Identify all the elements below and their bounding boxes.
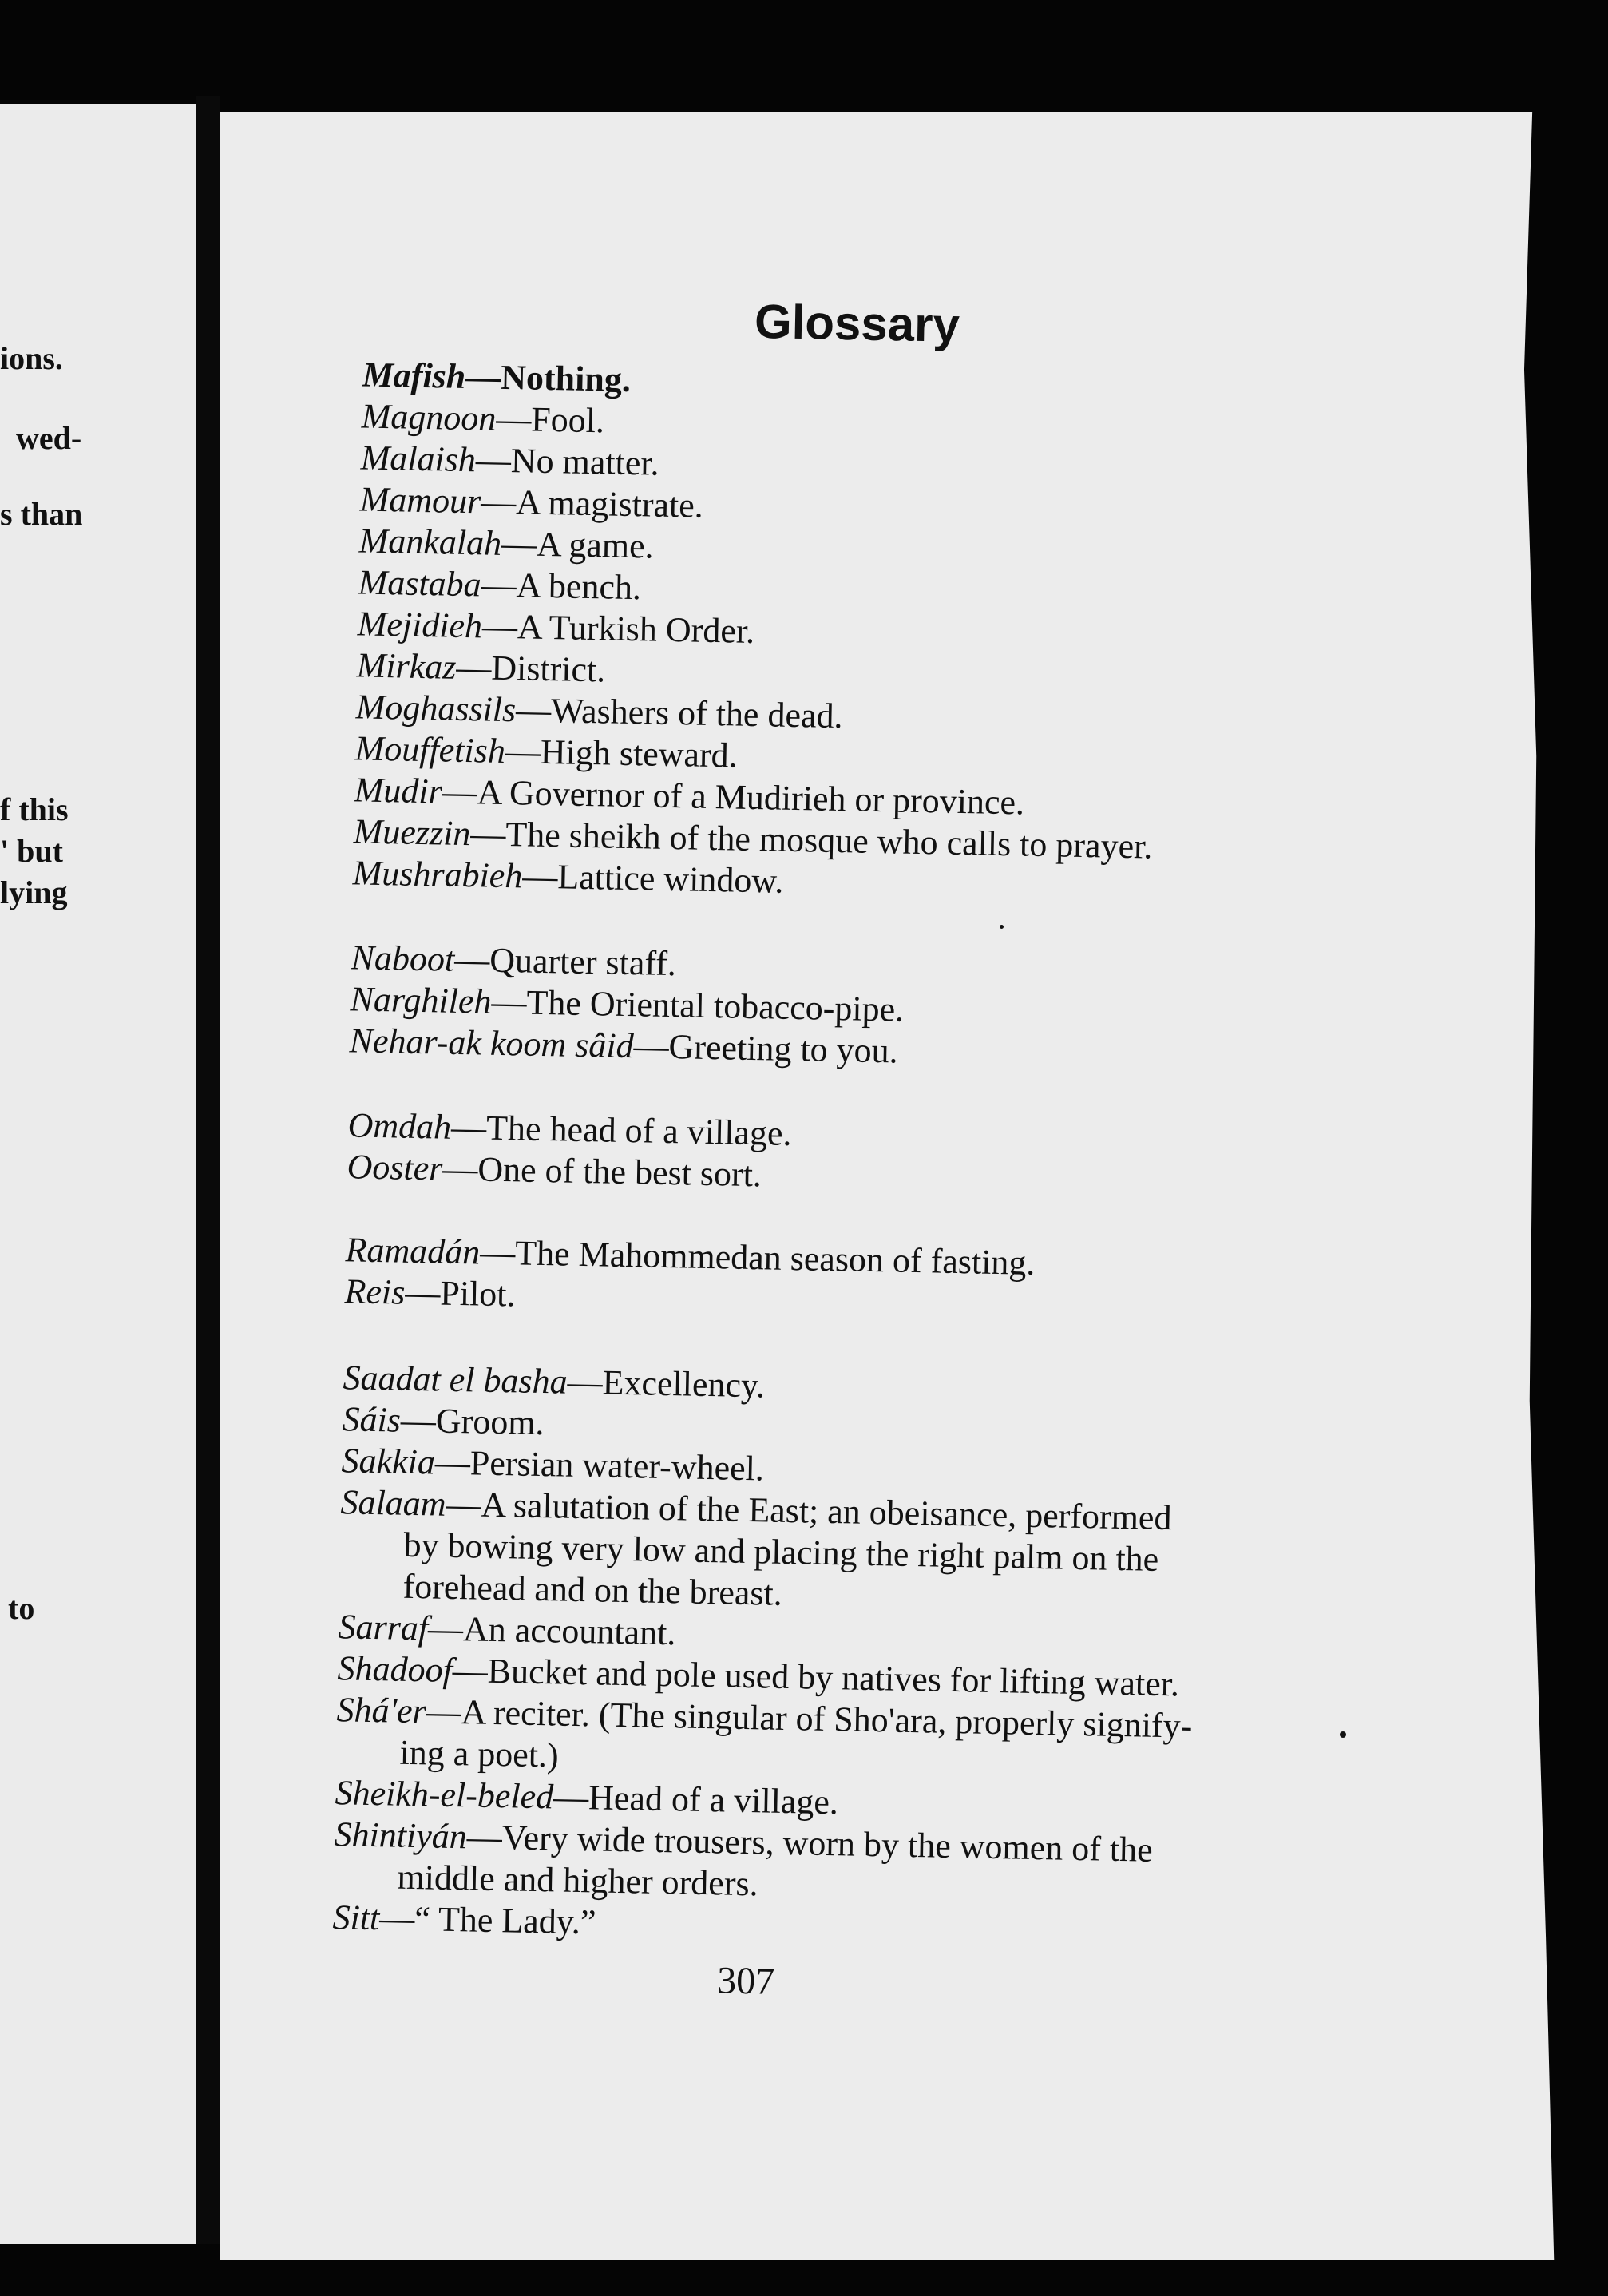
entry-term: Muezzin bbox=[353, 811, 471, 854]
entry-definition: —The Mahommedan season of fasting. bbox=[479, 1232, 1036, 1283]
entry-definition: —A Governor of a Mudirieh or province. bbox=[442, 771, 1025, 823]
entry-continuation: ing a poet.) bbox=[399, 1732, 560, 1775]
entry-definition: —Washers of the dead. bbox=[515, 690, 844, 736]
left-page-fragment: wed- bbox=[16, 420, 82, 456]
entry-definition: —Greeting to you. bbox=[633, 1026, 899, 1071]
entry-definition: —Excellency. bbox=[567, 1362, 766, 1406]
entry-definition: —Persian water-wheel. bbox=[434, 1442, 765, 1489]
entry-term: Mouffetish bbox=[354, 728, 506, 771]
entry-term: Mankalah bbox=[358, 521, 502, 563]
entry-term: Sheikh-el-beled bbox=[335, 1773, 554, 1817]
entry-term: Mushrabieh bbox=[352, 853, 523, 896]
entry-definition: —Quarter staff. bbox=[453, 939, 677, 984]
entry-definition: —No matter. bbox=[475, 440, 660, 483]
entry-term: Magnoon bbox=[361, 396, 497, 438]
entry-term: Omdah bbox=[347, 1105, 452, 1147]
entry-term: Nehar-ak koom sâid bbox=[349, 1021, 635, 1066]
entry-definition: —The sheikh of the mosque who calls to prayer. bbox=[469, 814, 1153, 866]
page-title: Glossary bbox=[754, 294, 960, 352]
entry-term: Sitt bbox=[332, 1897, 380, 1938]
page-content bbox=[178, 112, 1572, 2286]
entry-definition: —Very wide trousers, worn by the women of the bbox=[466, 1817, 1154, 1870]
entry-term: Sarraf bbox=[338, 1607, 429, 1648]
entry-definition: —Groom. bbox=[400, 1400, 545, 1443]
left-page-fragment: f this bbox=[0, 791, 69, 827]
scan-speck bbox=[1340, 1731, 1346, 1738]
entry-definition: —Lattice window. bbox=[521, 856, 784, 901]
entry-term: Mejidieh bbox=[357, 604, 483, 646]
glossary-entry bbox=[339, 1481, 1295, 1624]
entry-continuation: middle and higher orders. bbox=[397, 1857, 759, 1904]
entry-term: Narghileh bbox=[350, 979, 492, 1021]
entry-definition: —Pilot. bbox=[404, 1272, 517, 1315]
entry-term: Mafish bbox=[362, 355, 466, 396]
entry-term: Malaish bbox=[360, 438, 477, 480]
left-page-fragment: lying bbox=[0, 874, 68, 910]
entry-term: Sáis bbox=[342, 1399, 402, 1440]
entry-definition: —“ The Lady.” bbox=[378, 1898, 596, 1942]
left-page-fragment: ions. bbox=[0, 340, 63, 376]
entry-continuation: by bowing very low and placing the right palm on the bbox=[403, 1525, 1159, 1579]
entry-term: Shá'er bbox=[336, 1690, 427, 1731]
entry-term: Reis bbox=[344, 1271, 406, 1312]
entry-definition: —One of the best sort. bbox=[442, 1148, 762, 1195]
left-page-fragment: s than bbox=[0, 496, 83, 532]
entry-definition: —A magistrate. bbox=[480, 482, 704, 525]
entry-term: Mudir bbox=[354, 770, 443, 811]
page-number: 307 bbox=[716, 1959, 775, 2003]
entry-definition: —Head of a village. bbox=[553, 1777, 839, 1822]
entry-term: Shintiyán bbox=[334, 1814, 468, 1857]
entry-term: Salaam bbox=[340, 1482, 447, 1524]
entry-term: Ooster bbox=[347, 1147, 443, 1188]
entry-definition: —Nothing. bbox=[465, 356, 632, 399]
entry-term: Sakkia bbox=[341, 1441, 436, 1482]
entry-term: Mirkaz bbox=[356, 645, 457, 687]
entry-term: Moghassils bbox=[355, 687, 517, 730]
entry-definition: —A reciter. (The singular of Sho'ara, properly signify- bbox=[426, 1691, 1193, 1746]
entry-term: Naboot bbox=[351, 938, 455, 979]
entry-definition: —An accountant. bbox=[427, 1608, 676, 1653]
entry-definition: —High steward. bbox=[505, 732, 739, 775]
entry-definition: —The head of a village. bbox=[450, 1107, 792, 1153]
entry-continuation: forehead and on the breast. bbox=[402, 1566, 783, 1613]
entry-term: Shadoof bbox=[337, 1648, 453, 1690]
entry-definition: —A Turkish Order. bbox=[481, 606, 755, 651]
entry-term: Mastaba bbox=[358, 562, 482, 605]
entry-definition: —Fool. bbox=[495, 399, 605, 441]
entry-definition: —District. bbox=[455, 647, 606, 690]
entry-definition: —Bucket and pole used by natives for lifting water. bbox=[452, 1650, 1180, 1704]
entry-definition: —The Oriental tobacco-pipe. bbox=[491, 981, 905, 1029]
entry-term: Ramadán bbox=[345, 1230, 481, 1272]
entry-definition: —A game. bbox=[501, 523, 655, 566]
entry-term: Mamour bbox=[359, 479, 481, 521]
scan-speck bbox=[1000, 925, 1004, 929]
entry-definition: —A bench. bbox=[481, 565, 642, 608]
left-facing-page bbox=[0, 104, 196, 2244]
entry-definition: —A salutation of the East; an obeisance, performed bbox=[446, 1484, 1172, 1538]
left-page-fragment: ' but bbox=[0, 833, 63, 869]
entry-term: Saadat el basha bbox=[343, 1358, 568, 1402]
left-page-fragment: to bbox=[8, 1590, 35, 1626]
